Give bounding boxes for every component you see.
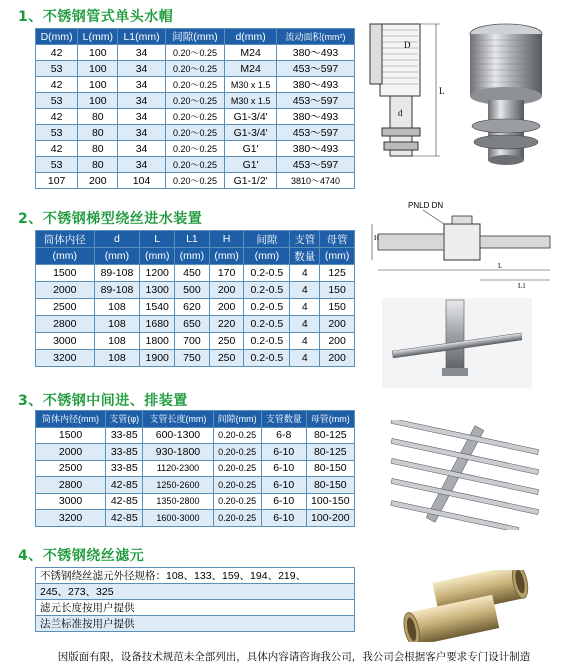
table-cell: 100 [78, 77, 118, 93]
table-cell: 0.20-0.25 [213, 444, 261, 461]
table-cell: 34 [118, 61, 166, 77]
table-cell: 2800 [36, 477, 106, 494]
table-cell: 250 [209, 333, 244, 350]
table-cell: G1' [225, 141, 277, 157]
table-row [36, 93, 355, 109]
table-cell: 34 [118, 45, 166, 61]
table-row [36, 141, 355, 157]
table-cell: 3000 [36, 333, 95, 350]
ladder-inlet-drawing [368, 196, 558, 291]
dim-D-label: D [404, 40, 411, 50]
table-cell: 200 [209, 282, 244, 299]
table-cell: 1500 [36, 427, 106, 444]
table-cell: 650 [175, 316, 210, 333]
table-cell: 0.2-0.5 [244, 333, 290, 350]
table-cell: 1900 [140, 350, 175, 367]
spec-text: 滤元长度按用户提供 [36, 600, 355, 616]
table-cell: 42-85 [106, 493, 143, 510]
table-cell: 200 [320, 316, 355, 333]
table-cell: 42-85 [106, 477, 143, 494]
table-row [36, 350, 355, 367]
table-cell: 0.20～0.25 [165, 157, 224, 173]
table-cell: 380～493 [277, 45, 355, 61]
table-cell: 0.20-0.25 [213, 493, 261, 510]
table-cell: 200 [320, 350, 355, 367]
table-row [36, 45, 355, 61]
table-cell: 200 [209, 299, 244, 316]
table-header-row [36, 29, 355, 45]
table-row [36, 477, 355, 494]
table-cell: 6-10 [261, 510, 306, 527]
table-row [36, 157, 355, 173]
table-cell: G1-1/2' [225, 173, 277, 189]
table-cell: 0.20～0.25 [165, 125, 224, 141]
dim-L-label-2: L [498, 262, 503, 270]
water-cap-photo [460, 20, 552, 170]
table-cell: 380～493 [277, 77, 355, 93]
header-cell: 母管(mm) [306, 411, 354, 428]
dim-L-label: L [439, 86, 445, 96]
section2-title: 2、不锈钢梯型绕丝进水装置 [18, 211, 203, 227]
dim-d-label: d [398, 108, 403, 118]
table-cell: 100-200 [306, 510, 354, 527]
section4-table [35, 567, 355, 632]
spec-text: 245、273、325 [36, 584, 355, 600]
table-cell: 6-10 [261, 493, 306, 510]
header-cell: 支管(φ) [106, 411, 143, 428]
table-cell: 1540 [140, 299, 175, 316]
table-cell: 1250-2600 [143, 477, 213, 494]
table-cell: 0.20～0.25 [165, 45, 224, 61]
table-cell: G1' [225, 157, 277, 173]
table-cell: 100 [78, 45, 118, 61]
table-row [36, 316, 355, 333]
table-row [36, 109, 355, 125]
table-row [36, 333, 355, 350]
table-cell: 0.20-0.25 [213, 510, 261, 527]
table-cell: 453～597 [277, 93, 355, 109]
table-cell: 42 [36, 77, 78, 93]
spec-row [36, 616, 355, 632]
table-row [36, 493, 355, 510]
table-cell: 2000 [36, 444, 106, 461]
dim-H-label: H [374, 234, 380, 242]
table-cell: 500 [175, 282, 210, 299]
table-cell: 42 [36, 141, 78, 157]
spec-text: 不锈钢绕丝滤元外径规格：108、133、159、194、219、 [36, 568, 355, 584]
pnld-label: PNLD DN [408, 201, 444, 210]
table-cell: G1-3/4' [225, 109, 277, 125]
table-cell: 4 [290, 350, 320, 367]
table-cell: 80 [78, 141, 118, 157]
table-cell: 34 [118, 157, 166, 173]
table-cell: 0.20-0.25 [213, 477, 261, 494]
table-cell: 108 [94, 350, 140, 367]
table-cell: 4 [290, 265, 320, 282]
table-cell: 0.20～0.25 [165, 77, 224, 93]
table-cell: 108 [94, 333, 140, 350]
spec-row [36, 568, 355, 584]
header-cell: 数量 [290, 248, 320, 265]
table-cell: 6-8 [261, 427, 306, 444]
table-cell: 80-150 [306, 477, 354, 494]
table-cell: 6-10 [261, 477, 306, 494]
header-cell: 支管长度(mm) [143, 411, 213, 428]
table-cell: 34 [118, 77, 166, 93]
table-cell: G1-3/4' [225, 125, 277, 141]
table-cell: 34 [118, 125, 166, 141]
table-cell: 6-10 [261, 460, 306, 477]
table-cell: M24 [225, 61, 277, 77]
table-cell: 0.20-0.25 [213, 427, 261, 444]
header-cell: L1(mm) [118, 29, 166, 45]
table-cell: 0.20～0.25 [165, 61, 224, 77]
table-cell: 3810～4740 [277, 173, 355, 189]
table-cell: 1300 [140, 282, 175, 299]
table-cell: 0.2-0.5 [244, 350, 290, 367]
table-cell: 0.20-0.25 [213, 460, 261, 477]
header-cell: d(mm) [225, 29, 277, 45]
table-cell: 34 [118, 109, 166, 125]
header-cell: 支管 [290, 231, 320, 248]
table-cell: 0.2-0.5 [244, 282, 290, 299]
table-cell: 3200 [36, 350, 95, 367]
table-cell: 100 [78, 61, 118, 77]
table-cell: 108 [94, 299, 140, 316]
table-cell: 125 [320, 265, 355, 282]
wire-filter-element-photo [398, 570, 538, 642]
table-cell: 453～597 [277, 157, 355, 173]
table-cell: 34 [118, 141, 166, 157]
table-cell: 104 [118, 173, 166, 189]
table-cell: 107 [36, 173, 78, 189]
table-row [36, 299, 355, 316]
table-cell: 453～597 [277, 61, 355, 77]
table-cell: 750 [175, 350, 210, 367]
table-cell: 150 [320, 282, 355, 299]
spec-row [36, 600, 355, 616]
table-cell: 53 [36, 93, 78, 109]
table-cell: 4 [290, 299, 320, 316]
table-cell: 33-85 [106, 460, 143, 477]
table-cell: 700 [175, 333, 210, 350]
table-cell: 53 [36, 157, 78, 173]
table-cell: 200 [320, 333, 355, 350]
table-cell: 80-150 [306, 460, 354, 477]
table-row [36, 427, 355, 444]
table-cell: 6-10 [261, 444, 306, 461]
table-row [36, 173, 355, 189]
table-cell: 0.2-0.5 [244, 299, 290, 316]
table-cell: 930-1800 [143, 444, 213, 461]
table-cell: 80 [78, 125, 118, 141]
table-cell: 2500 [36, 460, 106, 477]
table-cell: 80 [78, 157, 118, 173]
header-cell: (mm) [244, 248, 290, 265]
table-cell: 89-108 [94, 265, 140, 282]
table-cell: 34 [118, 93, 166, 109]
table-cell: 380～493 [277, 109, 355, 125]
header-cell: H [209, 231, 244, 248]
table-cell: 42 [36, 109, 78, 125]
table-cell: 53 [36, 125, 78, 141]
header-cell: (mm) [140, 248, 175, 265]
table-cell: 0.20～0.25 [165, 173, 224, 189]
header-cell: 间隙(mm) [213, 411, 261, 428]
table-cell: 1680 [140, 316, 175, 333]
section2-table [35, 230, 355, 367]
table-cell: 80 [78, 109, 118, 125]
section3-table [35, 410, 355, 527]
table-row [36, 61, 355, 77]
table-cell: 33-85 [106, 427, 143, 444]
table-cell: 42-85 [106, 510, 143, 527]
table-cell: 53 [36, 61, 78, 77]
table-cell: 2800 [36, 316, 95, 333]
table-cell: 453～597 [277, 125, 355, 141]
header-cell: L1 [175, 231, 210, 248]
header-cell: 筒体内径(mm) [36, 411, 106, 428]
table-cell: 80-125 [306, 427, 354, 444]
table-row [36, 444, 355, 461]
header-cell: 间隙 [244, 231, 290, 248]
table-cell: 2500 [36, 299, 95, 316]
table-cell: 108 [94, 316, 140, 333]
table-cell: 450 [175, 265, 210, 282]
table-cell: 380～493 [277, 141, 355, 157]
middle-inlet-photo [380, 420, 550, 530]
header-cell: (mm) [209, 248, 244, 265]
table-cell: 100-150 [306, 493, 354, 510]
spec-row [36, 584, 355, 600]
header-cell: 间隙(mm) [165, 29, 224, 45]
water-cap-drawing [362, 16, 462, 166]
table-header-row [36, 248, 355, 265]
table-cell: 600-1300 [143, 427, 213, 444]
footer-note: 因版面有限，设备技术规范未全部列出，具体内容请咨询我公司，我公司会根据客户要求专门设计制造 [57, 651, 531, 663]
header-cell: (mm) [94, 248, 140, 265]
table-row [36, 125, 355, 141]
table-row [36, 265, 355, 282]
table-cell: 33-85 [106, 444, 143, 461]
section4-title: 4、不锈钢绕丝滤元 [18, 548, 145, 564]
table-cell: 220 [209, 316, 244, 333]
header-cell: (mm) [320, 248, 355, 265]
header-cell: 支管数量 [261, 411, 306, 428]
table-header-row [36, 411, 355, 428]
header-cell: L(mm) [78, 29, 118, 45]
table-cell: 2000 [36, 282, 95, 299]
table-cell: 1120-2300 [143, 460, 213, 477]
table-row [36, 77, 355, 93]
table-cell: 4 [290, 316, 320, 333]
table-cell: 80-125 [306, 444, 354, 461]
dim-L1-label: L1 [518, 282, 526, 290]
table-cell: 42 [36, 45, 78, 61]
table-cell: 0.20～0.25 [165, 109, 224, 125]
header-cell: (mm) [175, 248, 210, 265]
header-cell: (mm) [36, 248, 95, 265]
table-row [36, 460, 355, 477]
table-cell: M30 x 1.5 [225, 93, 277, 109]
table-cell: 3200 [36, 510, 106, 527]
table-cell: 1350-2800 [143, 493, 213, 510]
header-cell: D(mm) [36, 29, 78, 45]
table-cell: 1500 [36, 265, 95, 282]
table-cell: 0.20～0.25 [165, 141, 224, 157]
table-cell: 4 [290, 333, 320, 350]
table-cell: M24 [225, 45, 277, 61]
section3-title: 3、不锈钢中间进、排装置 [18, 393, 188, 409]
table-cell: 200 [78, 173, 118, 189]
table-cell: 1600-3000 [143, 510, 213, 527]
table-cell: 0.20～0.25 [165, 93, 224, 109]
table-cell: 4 [290, 282, 320, 299]
header-cell: L [140, 231, 175, 248]
section1-table [35, 28, 355, 189]
table-cell: 1800 [140, 333, 175, 350]
table-row [36, 510, 355, 527]
table-cell: 150 [320, 299, 355, 316]
ladder-inlet-photo [382, 298, 532, 388]
section1-title: 1、不锈钢管式单头水帽 [18, 9, 174, 25]
header-cell: d [94, 231, 140, 248]
table-cell: 1200 [140, 265, 175, 282]
table-cell: 620 [175, 299, 210, 316]
table-cell: 89-108 [94, 282, 140, 299]
table-cell: M30 x 1.5 [225, 77, 277, 93]
table-cell: 0.2-0.5 [244, 316, 290, 333]
table-cell: 0.2-0.5 [244, 265, 290, 282]
table-header-row [36, 231, 355, 248]
spec-text: 法兰标准按用户提供 [36, 616, 355, 632]
table-cell: 100 [78, 93, 118, 109]
table-row [36, 282, 355, 299]
header-cell: 流动面积(mm²) [277, 29, 355, 45]
table-cell: 250 [209, 350, 244, 367]
header-cell: 筒体内径 [36, 231, 95, 248]
table-cell: 170 [209, 265, 244, 282]
table-cell: 3000 [36, 493, 106, 510]
header-cell: 母管 [320, 231, 355, 248]
